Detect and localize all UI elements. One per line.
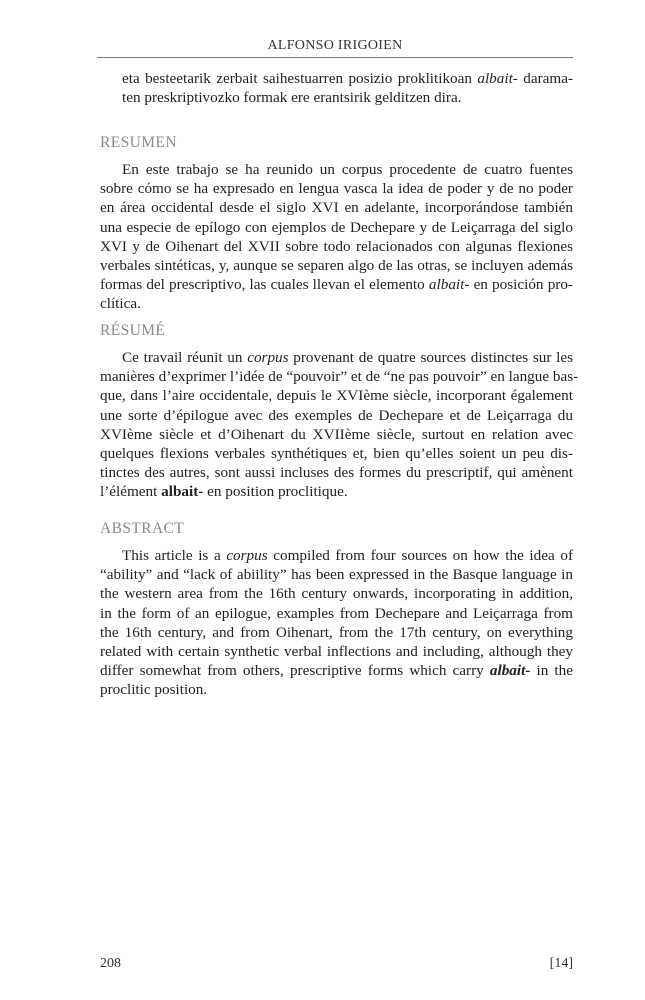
text-line: quelques flexions verbales synthétiques et, bien qu’elles soient un peu dis- [100, 444, 573, 462]
bracket-page-number: [14] [549, 956, 573, 971]
header-rule [97, 57, 573, 58]
text-line: XVIème siècle et d’Oihenart du XVIIème siècle, surtout en relation avec [100, 425, 573, 443]
bold-term: albait- [161, 483, 204, 501]
italic-term: corpus [247, 349, 289, 366]
text-line: en área occidental desde el siglo XVI en adelante, incorporándose también [100, 199, 573, 217]
bold-italic-term: albait- [489, 662, 531, 680]
text-line: XVI y de Oihenart del XVII sobre todo relacionados con algunas flexiones [100, 237, 573, 255]
continuation-paragraph [122, 69, 573, 107]
text-line: una especie de epílogo con ejemplos de Dechepare y de Leiçarraga del siglo [100, 218, 573, 236]
text-line: This article is a corpus compiled from four sources on how the idea of [122, 547, 574, 564]
running-head: ALFONSO IRIGOIEN [267, 38, 403, 53]
italic-term: albait- [428, 276, 470, 294]
text-line: sobre cómo se ha expresado en lengua vasca la idea de poder y de no poder [100, 180, 573, 198]
abstract-paragraph [100, 546, 573, 700]
section-heading-resumen: RESUMEN [100, 134, 177, 151]
text-line: verbales sintéticas, y, aunque se separen algo de las otras, se incluyen además [100, 256, 573, 274]
text-line: differ somewhat from others, prescriptive forms which carry albait- in the [100, 662, 573, 680]
text-line: in the form of an epilogue, examples from Dechepare and Leiçarraga from [100, 604, 573, 622]
text-line: “ability” and “lack of abiility” has been expressed in the Basque language in [100, 566, 573, 584]
text-line: tinctes des autres, sont aussi incluses des formes du prescriptif, qui amènent [100, 464, 573, 482]
text-line: une sorte d’épilogue avec des exemples de Dechepare et de Leiçarraga du [100, 406, 573, 424]
text-line: manières d’exprimer l’idée de “pouvoir” et de “ne pas pouvoir” en langue bas- [100, 368, 579, 386]
text-line: the 16th century, and from Oihenart, from the 17th century, on everything [100, 623, 573, 641]
text-line: que, dans l’aire occidentale, depuis le XVIème siècle, incorporant également [100, 387, 573, 405]
section-heading-abstract: ABSTRACT [100, 520, 185, 537]
text-line: the western area from the 16th century onwards, incorporating in addition, [100, 585, 573, 603]
italic-term: albait- [477, 70, 518, 87]
page-number: 208 [100, 956, 121, 971]
section-heading-resume: RÉSUMÉ [100, 322, 166, 339]
text-line: eta besteetarik zerbait saihestuarren posizio proklitikoan albait- darama- [122, 70, 573, 87]
text-line: ten preskriptivozko formak ere erantsirik gelditzen dira. [122, 89, 462, 107]
text-line: formas del prescriptivo, las cuales llevan el elemento albait- en posición pro- [100, 276, 573, 294]
text-line: Ce travail réunit un corpus provenant de quatre sources distinctes sur les [122, 349, 574, 366]
italic-term: corpus [226, 547, 268, 564]
text-line: clítica. [100, 295, 141, 313]
resume-paragraph [100, 348, 579, 502]
text-line: related with certain synthetic verbal inflections and including, although they [100, 642, 573, 660]
text-line: l’élément albait- en position proclitique. [100, 483, 348, 501]
resumen-paragraph [100, 160, 573, 314]
text-line: proclitic position. [100, 681, 208, 699]
text-line: En este trabajo se ha reunido un corpus procedente de cuatro fuentes [122, 161, 573, 178]
